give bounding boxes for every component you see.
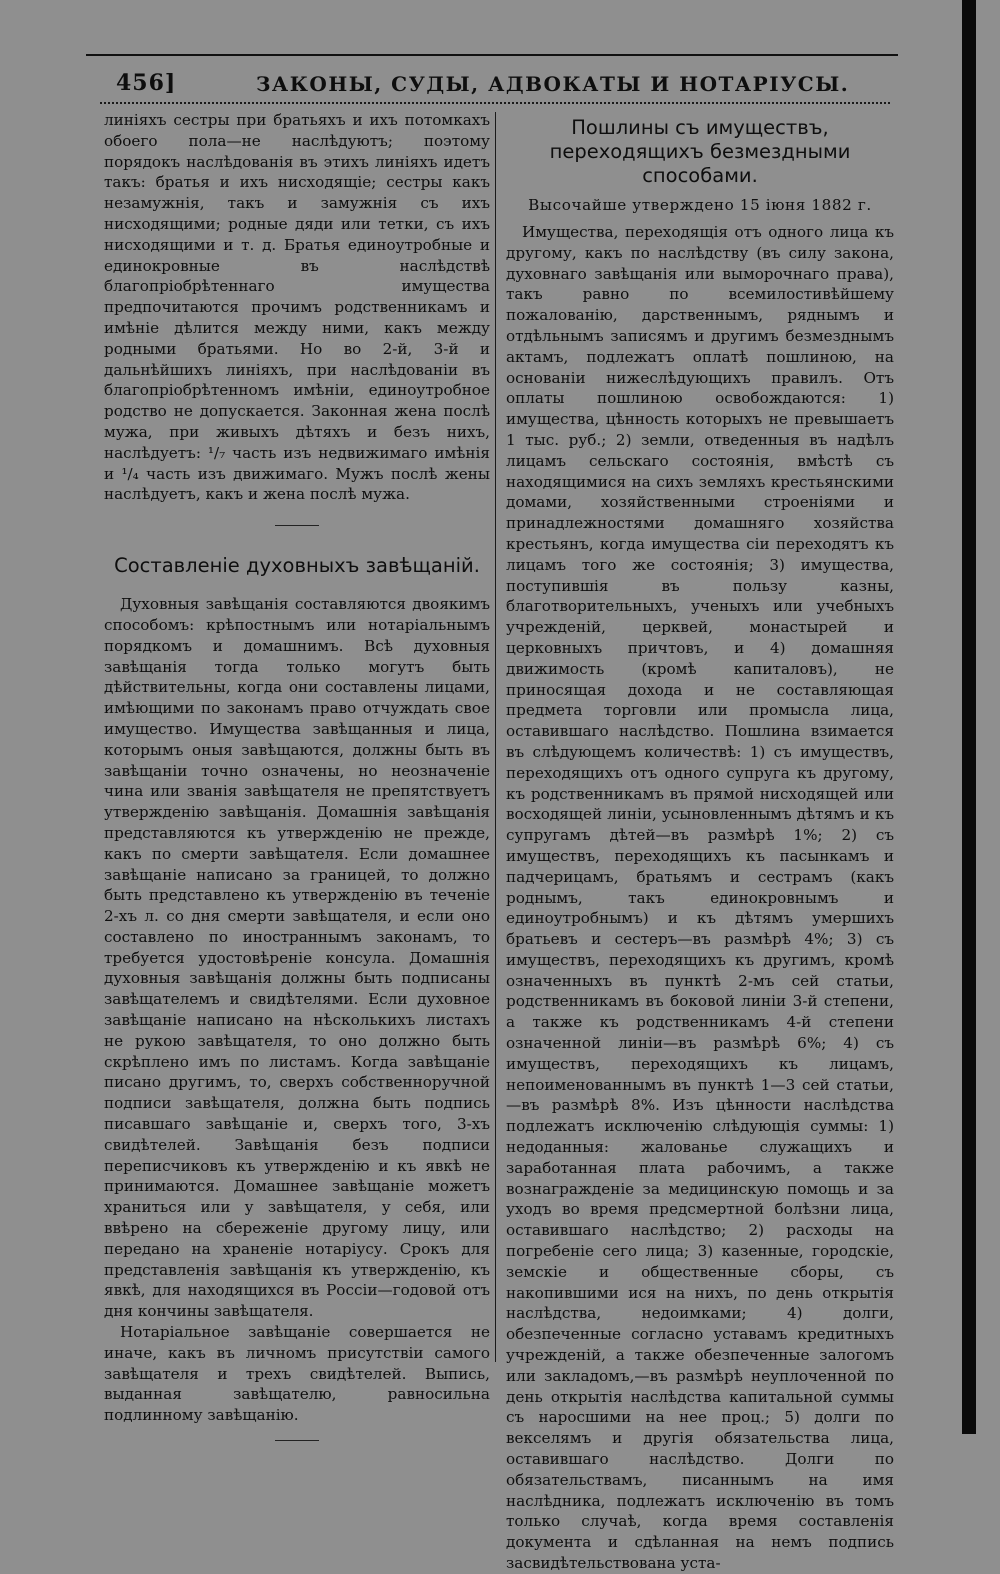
wills-paragraph: Духовныя завѣщанія составляются двоякимъ способомъ: крѣпостнымъ или нотаріальнымъ порядкомъ и домашнимъ. Всѣ духовныя завѣщанія тогда только могутъ быть дѣйствительны, когда они составлены лицами, имѣющими по законамъ право отчуждать свое имущество. Имущества завѣщанныя и лица, которымъ оныя завѣщаются, должны быть въ завѣщаніи точно означены, но неозначеніе чина или званія завѣщателя не препятствуетъ утвержденію завѣщанія. Домашнія завѣщанія представляются къ утвержденію не прежде, какъ по смерти завѣщателя. Если домашнее завѣщаніе написано за границей, то должно быть представлено къ утвержденію въ теченіе 2-хъ л. со дня смерти завѣщателя, и если оно составлено по иностраннымъ законамъ, то требуется удостовѣреніе консула. Домашнія духовныя завѣщанія должны быть подписаны завѣщателемъ и свидѣтелями. Если духовное завѣщаніе написано на нѣсколькихъ листахъ не рукою завѣщателя, то оно должно быть скрѣплено имъ по листамъ. Когда завѣщаніе писано другимъ, то, сверхъ собственноручной подписи завѣщателя, должна быть подпись писавшаго завѣщаніе и, сверхъ того, 3-хъ свидѣтелей. Завѣщанія безъ подписи переписчиковъ къ утвержденію и къ явкѣ не принимаются. Домашнее завѣщаніе можетъ храниться или у завѣщателя, у себя, или ввѣрено на сбереженіе другому лицу, или передано на храненіе нотаріусу. Срокъ для представленія завѣщанія къ утвержденію, къ явкѣ, для находящихся въ Россіи—годовой отъ дня кончины завѣщателя. (104, 595, 490, 1321)
duties-section-title: Пошлины съ имуществъ, переходящихъ безмездными способами. (549, 116, 851, 187)
notarial-will-paragraph: Нотаріальное завѣщаніе совершается не иначе, какъ въ личномъ присутствіи самого завѣщателя и трехъ свидѣтелей. Выпись, выданная завѣщателю, равносильна подлинному завѣщанію. (104, 1323, 490, 1425)
wills-section-title: Составленіе духовныхъ завѣщаній. (114, 554, 480, 578)
section-separator (275, 525, 319, 526)
column-divider (495, 112, 496, 1362)
right-column (506, 110, 894, 1574)
duties-paragraph: Имущества, переходящія отъ одного лица къ другому, какъ по наслѣдству (въ силу закона, духовнаго завѣщанія или выморочнаго права), такъ равно по всемилостивѣйшему пожалованію, дарственнымъ, ряднымъ и отдѣльнымъ записямъ и другимъ безмезднымъ актамъ, подлежатъ оплатѣ пошлиною, на основаніи нижеслѣдующихъ правилъ. Отъ оплаты пошлиною освобождаются: 1) имущества, цѣнность которыхъ не превышаетъ 1 тыс. руб.; 2) земли, отведенныя въ надѣлъ лицамъ сельскаго состоянія, вмѣстѣ съ находящимися на сихъ земляхъ крестьянскими домами, хозяйственными строеніями и принадлежностями домашняго хозяйства крестьянъ, когда имущества сіи переходятъ къ лицамъ того же состоянія; 3) имущества, поступившія въ пользу казны, благотворительныхъ, ученыхъ или учебныхъ учрежденій, церквей, монастырей и церковныхъ причтовъ, и 4) домашняя движимость (кромѣ капиталовъ), не приносящая дохода и не составляющая предмета торговли или промысла лица, оставившаго наслѣдство. Пошлина взимается въ слѣдующемъ количествѣ: 1) съ имуществъ, переходящихъ отъ одного супруга къ другому, къ родственникамъ въ прямой нисходящей или восходящей линіи, усыновленнымъ дѣтямъ и къ супругамъ дѣтей—въ размѣрѣ 1%; 2) съ имуществъ, переходящихъ къ пасынкамъ и падчерицамъ, братьямъ и сестрамъ (какъ роднымъ, такъ единокровнымъ и единоутробнымъ) и къ дѣтямъ умершихъ братьевъ и сестеръ—въ размѣрѣ 4%; 3) съ имуществъ, переходящихъ къ другимъ, кромѣ означенныхъ въ пунктѣ 2-мъ сей статьи, родственникамъ въ боковой линіи 3-й степени, а также къ родственникамъ 4-й степени означенной линіи—въ размѣрѣ 6%; 4) съ имуществъ, переходящихъ къ лицамъ, непоименованнымъ въ пунктѣ 1—3 сей статьи,—въ размѣрѣ 8%. Изъ цѣнности наслѣдства подлежатъ исключенію слѣдующія суммы: 1) недоданныя: жалованье служащихъ и заработанная плата рабочимъ, а также вознагражденіе за медицинскую помощь и за уходъ во время предсмертной болѣзни лица, оставившаго наслѣдство; 2) расходы на погребеніе сего лица; 3) казенные, городскіе, земскіе и общественные сборы, съ накопившими ися на нихъ, по день открытія наслѣдства, недоимками; 4) долги, обезпеченные согласно уставамъ кредитныхъ учрежденій, а также обезпеченные залогомъ или закладомъ,—въ размѣрѣ неуплоченной по день открытія наслѣдства капитальной суммы съ наросшими на нее проц.; 5) долги по векселямъ и другія обязательства лица, оставившаго наслѣдство. Долги по обязательствамъ, писаннымъ на имя наслѣдника, подлежатъ исключенію въ томъ только случаѣ, когда время составленія документа и сдѣланная на немъ подпись засвидѣтельствована уста- (506, 223, 894, 1572)
inheritance-paragraph: линіяхъ сестры при братьяхъ и ихъ потомкахъ обоего пола—не наслѣдуютъ; поэтому порядокъ наслѣдованія въ этихъ линіяхъ идетъ такъ: братья и ихъ нисходящіе; сестры какъ незамужнія, такъ и замужнія съ ихъ нисходящими; родные дяди или тетки, съ ихъ нисходящими и т. д. Братья единоутробные и единокровные въ наслѣдствѣ благопріобрѣтеннаго имущества предпочитаются прочимъ родственникамъ и имѣніе дѣлится между ними, какъ между родными братьями. Но во 2-й, 3-й и дальнѣйшихъ линіяхъ, при наслѣдованіи въ благопріобрѣтенномъ имѣніи, единоутробное родство не допускается. Законная жена послѣ мужа, при живыхъ дѣтяхъ и безъ нихъ, наслѣдуетъ: ¹/₇ часть изъ недвижимаго имѣнія и ¹/₄ часть изъ движимаго. Мужъ послѣ жены наслѣдуетъ, какъ и жена послѣ мужа. (104, 111, 490, 504)
end-separator (275, 1440, 319, 1441)
running-header (96, 68, 888, 102)
top-rule (86, 54, 898, 56)
running-title: ЗАКОНЫ, СУДЫ, АДВОКАТЫ И НОТАРІУСЫ. (256, 72, 850, 96)
header-rule (100, 102, 890, 104)
decree-line: Высочайше утверждено 15 іюня 1882 г. (528, 196, 872, 214)
left-column (104, 110, 490, 1441)
page-edge-bar (962, 0, 976, 1434)
page-number: 456] (116, 70, 177, 96)
